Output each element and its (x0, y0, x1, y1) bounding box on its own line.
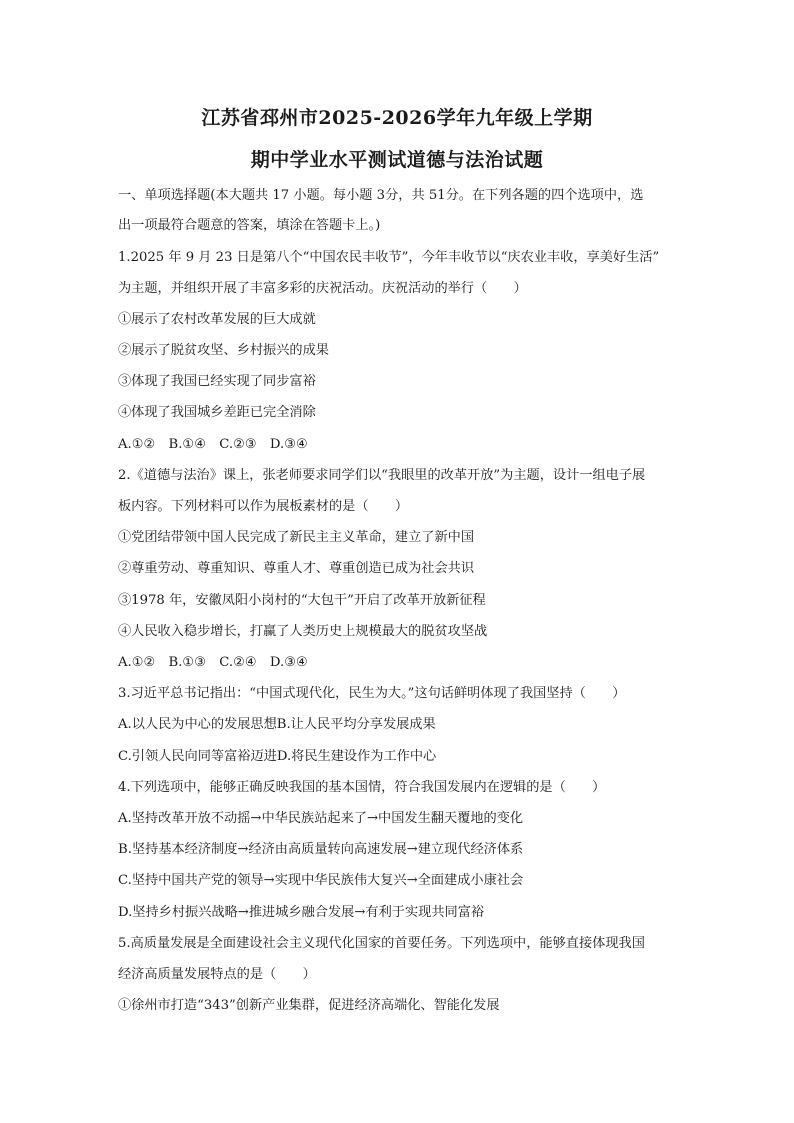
section-heading: 出一项最符合题意的答案，填涂在答题卡上。) (118, 218, 381, 233)
question-2-options: A.①② B.①③ C.②④ D.③④ (118, 655, 308, 670)
question-2-stem: 板内容。下列材料可以作为展板素材的是（ ） (118, 499, 409, 514)
question-3-options: A.以人民为中心的发展思想B.让人民平均分享发展成果 (118, 717, 436, 732)
question-1-item: ①展示了农村改革发展的巨大成就 (118, 312, 316, 327)
question-4-option-a: A.坚持改革开放不动摇→中华民族站起来了→中国发生翻天覆地的变化 (118, 811, 524, 826)
question-1-options: A.①② B.①④ C.②③ D.③④ (118, 437, 308, 452)
question-1-item: ③体现了我国已经实现了同步富裕 (118, 374, 316, 389)
question-1-item: ②展示了脱贫攻坚、乡村振兴的成果 (118, 343, 329, 358)
question-1-stem: 1.2025 年 9 月 23 日是第八个“中国农民丰收节”，今年丰收节以“庆农业丰收，享美好生活” (118, 250, 660, 265)
question-1-stem: 为主题，并组织开展了丰富多彩的庆祝活动。庆祝活动的举行（ ） (118, 281, 527, 296)
question-2-item: ③1978 年，安徽凤阳小岗村的“大包干”开启了改革开放新征程 (118, 593, 486, 608)
question-4-option-b: B.坚持基本经济制度→经济由高质量转向高速发展→建立现代经济体系 (118, 842, 524, 857)
question-2-stem: 2.《道德与法治》课上，张老师要求同学们以“我眼里的改革开放”为主题，设计一组电子展 (118, 468, 646, 483)
question-5-item: ①徐州市打造“343”创新产业集群，促进经济高端化、智能化发展 (118, 998, 500, 1013)
question-5-stem: 经济高质量发展特点的是（ ） (118, 967, 316, 982)
question-4-option-c: C.坚持中国共产党的领导→实现中华民族伟大复兴→全面建成小康社会 (118, 873, 524, 888)
document-title-line-1: 江苏省邳州市2025-2026学年九年级上学期 (201, 107, 593, 129)
question-3-stem: 3.习近平总书记指出：“中国式现代化，民生为大。”这句话鲜明体现了我国坚持（ ） (118, 686, 626, 701)
question-2-item: ②尊重劳动、尊重知识、尊重人才、尊重创造已成为社会共识 (118, 561, 475, 576)
question-4-stem: 4.下列选项中，能够正确反映我国的基本国情，符合我国发展内在逻辑的是（ ） (118, 780, 606, 795)
question-3-options: C.引领人民向同等富裕迈进D.将民生建设作为工作中心 (118, 749, 437, 764)
document-title-line-2: 期中学业水平测试道德与法治试题 (250, 149, 544, 171)
section-heading: 一、单项选择题(本大题共 17 小题。每小题 3分，共 51分。在下列各题的四个选项中，选 (118, 188, 644, 203)
question-2-item: ④人民收入稳步增长，打赢了人类历史上规模最大的脱贫攻坚战 (118, 624, 488, 639)
question-2-item: ①党团结带领中国人民完成了新民主主义革命，建立了新中国 (118, 530, 475, 545)
question-5-stem: 5.高质量发展是全面建设社会主义现代化国家的首要任务。下列选项中，能够直接体现我国 (118, 936, 645, 951)
question-4-option-d: D.坚持乡村振兴战略→推进城乡融合发展→有利于实现共同富裕 (118, 905, 485, 920)
question-1-item: ④体现了我国城乡差距已完全消除 (118, 405, 316, 420)
